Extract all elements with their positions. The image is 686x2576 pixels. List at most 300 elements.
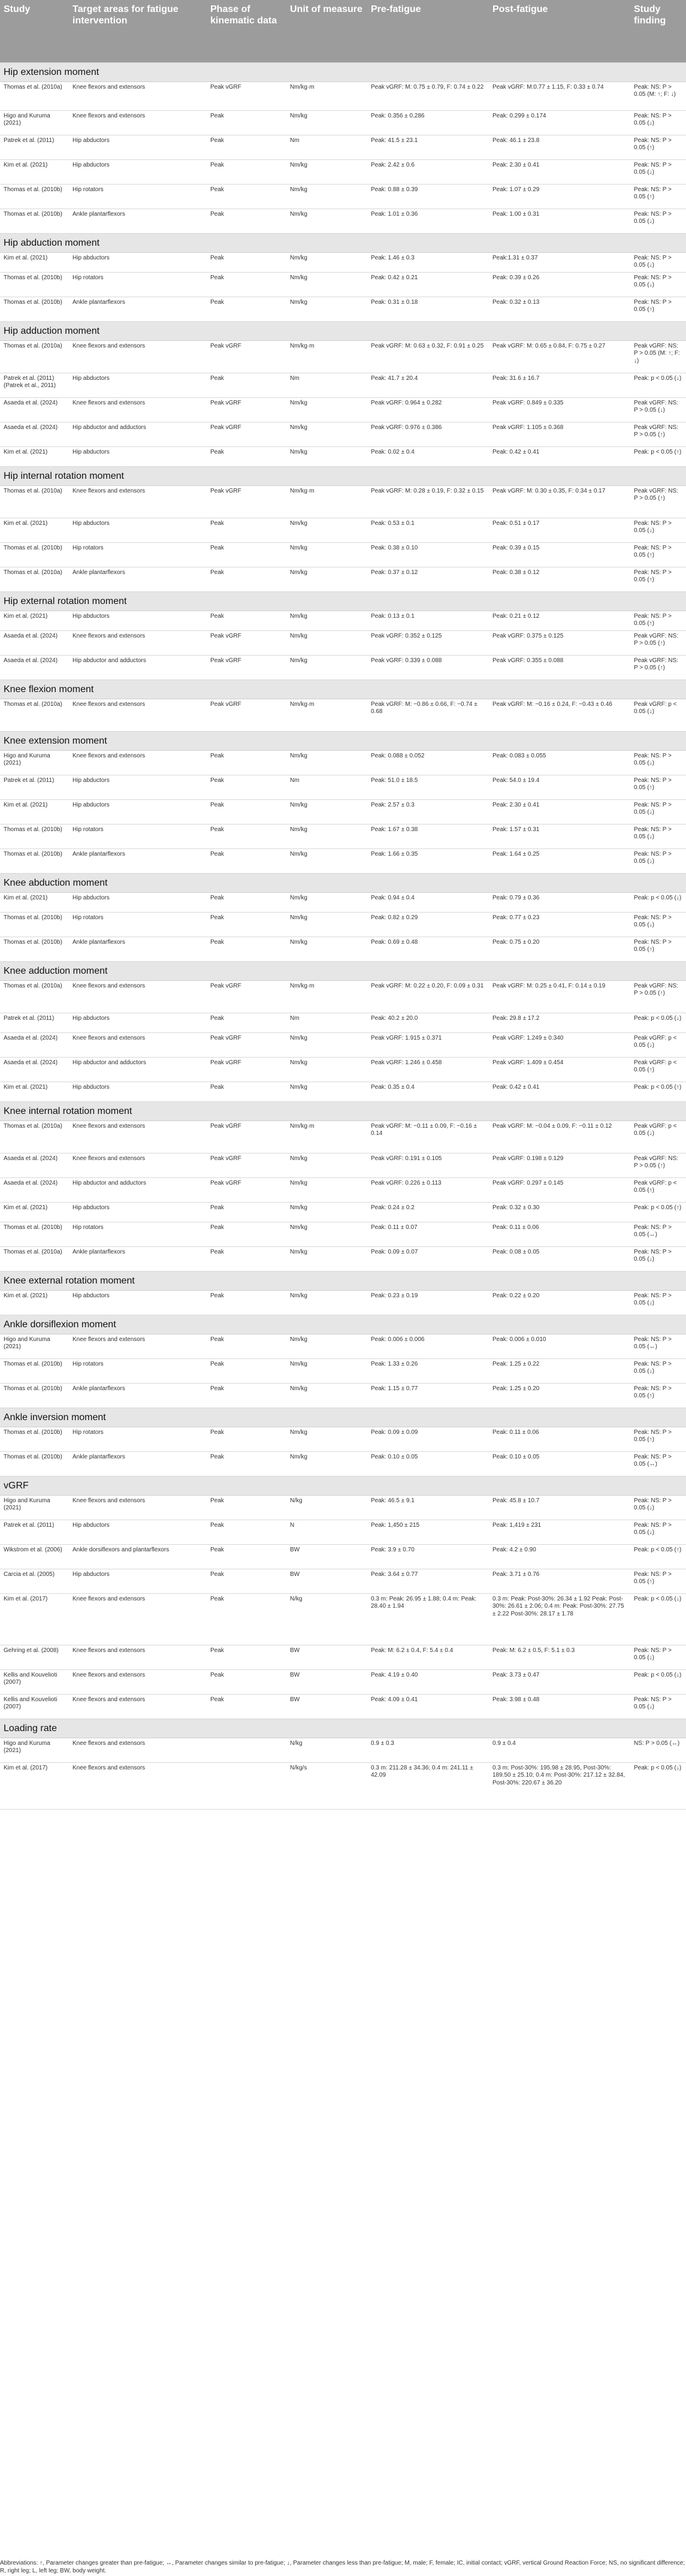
table-row: [0, 567, 686, 591]
section-title: Hip internal rotation moment: [0, 466, 686, 485]
cell-post-fatigue: Peak: 0.299 ± 0.174: [489, 110, 630, 135]
cell-phase: Peak: [207, 750, 286, 775]
table-row: [0, 824, 686, 848]
section-title: Hip adduction moment: [0, 321, 686, 340]
cell-study: Kellis and Kouvelioti (2007): [0, 1694, 69, 1719]
cell-unit: Nm/kg: [286, 912, 367, 937]
cell-study-finding: Peak: NS: P > 0.05 (↑): [630, 1427, 686, 1451]
cell-post-fatigue: Peak: 0.38 ± 0.12: [489, 567, 630, 591]
table-row: [0, 1153, 686, 1177]
cell-unit: N/kg: [286, 1738, 367, 1762]
cell-phase: Peak: [207, 611, 286, 630]
cell-pre-fatigue: Peak vGRF: M: 0.22 ± 0.20, F: 0.09 ± 0.31: [367, 980, 489, 1013]
cell-post-fatigue: Peak: 31.6 ± 16.7: [489, 373, 630, 397]
cell-target-area: Hip abductors: [69, 892, 207, 912]
section-row: [0, 1271, 686, 1290]
cell-study: Thomas et al. (2010a): [0, 980, 69, 1013]
cell-study: Kellis and Kouvelioti (2007): [0, 1669, 69, 1694]
cell-post-fatigue: Peak: M: 6.2 ± 0.5, F: 5.1 ± 0.3: [489, 1645, 630, 1669]
cell-study: Kim et al. (2021): [0, 799, 69, 824]
cell-target-area: Knee flexors and extensors: [69, 397, 207, 422]
section-title: Knee external rotation moment: [0, 1271, 686, 1290]
cell-target-area: Knee flexors and extensors: [69, 1593, 207, 1645]
cell-pre-fatigue: Peak: 0.11 ± 0.07: [367, 1222, 489, 1246]
cell-pre-fatigue: Peak: 3.64 ± 0.77: [367, 1569, 489, 1593]
cell-post-fatigue: Peak: 1,419 ± 231: [489, 1520, 630, 1544]
cell-post-fatigue: Peak: 0.39 ± 0.15: [489, 542, 630, 567]
table-row: [0, 209, 686, 233]
column-header: Phase of kinematic data: [207, 0, 286, 62]
cell-target-area: Knee flexors and extensors: [69, 110, 207, 135]
cell-phase: Peak: [207, 1013, 286, 1032]
header-row: [0, 0, 686, 62]
cell-post-fatigue: Peak: 0.21 ± 0.12: [489, 611, 630, 630]
cell-phase: Peak: [207, 1290, 286, 1315]
cell-pre-fatigue: Peak: 0.94 ± 0.4: [367, 892, 489, 912]
cell-study: Thomas et al. (2010b): [0, 937, 69, 961]
cell-pre-fatigue: Peak vGRF: 1.915 ± 0.371: [367, 1032, 489, 1057]
cell-study-finding: Peak vGRF: NS: P > 0.05 (↑): [630, 1153, 686, 1177]
cell-phase: Peak: [207, 1495, 286, 1520]
table-row: [0, 159, 686, 184]
table-row: [0, 937, 686, 961]
section-title: Ankle inversion moment: [0, 1408, 686, 1427]
cell-phase: Peak: [207, 159, 286, 184]
cell-phase: Peak: [207, 252, 286, 272]
cell-pre-fatigue: Peak: 4.09 ± 0.41: [367, 1694, 489, 1719]
section-title: Loading rate: [0, 1719, 686, 1738]
cell-phase: Peak: [207, 824, 286, 848]
cell-phase: Peak: [207, 1669, 286, 1694]
cell-target-area: Hip rotators: [69, 1427, 207, 1451]
cell-study: Patrek et al. (2011): [0, 1520, 69, 1544]
cell-pre-fatigue: Peak vGRF: M: −0.86 ± 0.66, F: −0.74 ± 0.68: [367, 699, 489, 731]
cell-pre-fatigue: Peak: 0.09 ± 0.09: [367, 1427, 489, 1451]
cell-study: Thomas et al. (2010b): [0, 912, 69, 937]
cell-post-fatigue: Peak vGRF: 0.198 ± 0.129: [489, 1153, 630, 1177]
cell-post-fatigue: 0.9 ± 0.4: [489, 1738, 630, 1762]
section-row: [0, 961, 686, 980]
table-row: [0, 699, 686, 731]
cell-target-area: Hip abductors: [69, 799, 207, 824]
cell-study-finding: Peak vGRF: NS: P > 0.05 (↑): [630, 422, 686, 446]
cell-study-finding: Peak: NS: P > 0.05 (↑): [630, 1383, 686, 1408]
cell-target-area: Knee flexors and extensors: [69, 1694, 207, 1719]
cell-study: Asaeda et al. (2024): [0, 1153, 69, 1177]
table-row: [0, 1057, 686, 1082]
cell-target-area: Knee flexors and extensors: [69, 630, 207, 655]
cell-unit: Nm/kg: [286, 184, 367, 209]
cell-phase: Peak: [207, 937, 286, 961]
column-header: Study finding: [630, 0, 686, 62]
cell-study-finding: Peak: NS: P > 0.05 (↓): [630, 912, 686, 937]
cell-target-area: Hip abductor and adductors: [69, 1177, 207, 1202]
cell-study: Thomas et al. (2010b): [0, 184, 69, 209]
cell-pre-fatigue: Peak vGRF: M: −0.11 ± 0.09, F: −0.16 ± 0.14: [367, 1121, 489, 1153]
table-row: [0, 340, 686, 373]
cell-unit: Nm/kg: [286, 1153, 367, 1177]
table-row: [0, 1645, 686, 1669]
cell-unit: Nm/kg·m: [286, 340, 367, 373]
cell-study: Asaeda et al. (2024): [0, 630, 69, 655]
section-row: [0, 62, 686, 81]
cell-study-finding: Peak: p < 0.05 (↑): [630, 446, 686, 466]
cell-study: Kim et al. (2021): [0, 1202, 69, 1222]
cell-post-fatigue: Peak: 0.11 ± 0.06: [489, 1222, 630, 1246]
cell-unit: N/kg: [286, 1593, 367, 1645]
cell-study-finding: Peak: NS: P > 0.05 (↓): [630, 799, 686, 824]
cell-target-area: Hip rotators: [69, 1358, 207, 1383]
cell-study: Thomas et al. (2010b): [0, 824, 69, 848]
cell-pre-fatigue: Peak: 0.31 ± 0.18: [367, 297, 489, 321]
cell-study: Thomas et al. (2010a): [0, 81, 69, 110]
cell-study-finding: Peak vGRF: p < 0.05 (↓): [630, 1032, 686, 1057]
cell-pre-fatigue: Peak: 1.01 ± 0.36: [367, 209, 489, 233]
cell-study-finding: Peak: NS: P > 0.05 (↓): [630, 272, 686, 297]
cell-unit: Nm: [286, 135, 367, 159]
cell-unit: Nm/kg: [286, 518, 367, 542]
cell-phase: Peak: [207, 912, 286, 937]
cell-post-fatigue: Peak: 0.083 ± 0.055: [489, 750, 630, 775]
table-row: [0, 485, 686, 518]
cell-pre-fatigue: Peak: 0.42 ± 0.21: [367, 272, 489, 297]
cell-pre-fatigue: Peak: 0.006 ± 0.006: [367, 1334, 489, 1358]
table-row: [0, 1177, 686, 1202]
section-title: Knee flexion moment: [0, 680, 686, 699]
cell-study: Carcia et al. (2005): [0, 1569, 69, 1593]
cell-unit: Nm/kg: [286, 397, 367, 422]
cell-study: Gehring et al. (2008): [0, 1645, 69, 1669]
cell-unit: Nm/kg: [286, 1202, 367, 1222]
cell-study: Thomas et al. (2010b): [0, 848, 69, 873]
column-header: Pre-fatigue: [367, 0, 489, 62]
cell-study: Higo and Kuruma (2021): [0, 1495, 69, 1520]
cell-unit: Nm/kg: [286, 567, 367, 591]
cell-target-area: Knee flexors and extensors: [69, 1645, 207, 1669]
cell-study-finding: NS: P > 0.05 (↔): [630, 1738, 686, 1762]
cell-post-fatigue: Peak vGRF: 0.849 ± 0.335: [489, 397, 630, 422]
cell-study: Kim et al. (2017): [0, 1593, 69, 1645]
cell-unit: Nm/kg: [286, 1057, 367, 1082]
cell-unit: Nm: [286, 1013, 367, 1032]
cell-target-area: Knee flexors and extensors: [69, 750, 207, 775]
cell-pre-fatigue: 0.3 m: Peak: 26.95 ± 1.88; 0.4 m: Peak: 28.40 ± 1.94: [367, 1593, 489, 1645]
cell-phase: Peak: [207, 1544, 286, 1569]
cell-study: Asaeda et al. (2024): [0, 422, 69, 446]
cell-pre-fatigue: Peak vGRF: 0.976 ± 0.386: [367, 422, 489, 446]
cell-pre-fatigue: Peak: 0.02 ± 0.4: [367, 446, 489, 466]
cell-phase: Peak vGRF: [207, 699, 286, 731]
cell-unit: Nm/kg·m: [286, 485, 367, 518]
cell-unit: Nm/kg·m: [286, 1121, 367, 1153]
cell-pre-fatigue: Peak: 1.33 ± 0.26: [367, 1358, 489, 1383]
cell-study-finding: Peak: NS: P > 0.05 (↑): [630, 1569, 686, 1593]
cell-target-area: Knee flexors and extensors: [69, 1738, 207, 1762]
cell-target-area: Hip abductors: [69, 1013, 207, 1032]
cell-study: Kim et al. (2021): [0, 252, 69, 272]
cell-study: Kim et al. (2021): [0, 611, 69, 630]
cell-pre-fatigue: 0.9 ± 0.3: [367, 1738, 489, 1762]
column-header: Study: [0, 0, 69, 62]
cell-phase: Peak: [207, 1334, 286, 1358]
table-footnote: Abbreviations: ↑, Parameter changes greater than pre-fatigue; ↔, Parameter changes similar to pre-fatigue; ↓, Parameter changes less than pre-fatigue; M, male; F, female; IC, initial contact; vGRF, vertical Ground Reaction Force; NS, no significant difference; R, right leg; L, left leg; BW, body weight.: [0, 2560, 685, 2574]
table-row: [0, 1290, 686, 1315]
cell-pre-fatigue: Peak: 2.42 ± 0.6: [367, 159, 489, 184]
cell-unit: Nm/kg: [286, 824, 367, 848]
cell-study-finding: Peak: NS: P > 0.05 (↑): [630, 775, 686, 799]
cell-post-fatigue: Peak: 2.30 ± 0.41: [489, 159, 630, 184]
cell-study-finding: Peak: NS: P > 0.05 (↑): [630, 135, 686, 159]
cell-study-finding: Peak: NS: P > 0.05 (↓): [630, 110, 686, 135]
cell-unit: Nm/kg: [286, 892, 367, 912]
cell-target-area: Ankle plantarflexors: [69, 297, 207, 321]
cell-unit: Nm/kg: [286, 446, 367, 466]
column-header: Target areas for fatigue intervention: [69, 0, 207, 62]
cell-post-fatigue: Peak: 1.00 ± 0.31: [489, 209, 630, 233]
cell-post-fatigue: Peak: 1.25 ± 0.20: [489, 1383, 630, 1408]
cell-target-area: Hip abductors: [69, 252, 207, 272]
cell-post-fatigue: Peak: 3.71 ± 0.76: [489, 1569, 630, 1593]
cell-pre-fatigue: Peak: 1.67 ± 0.38: [367, 824, 489, 848]
cell-target-area: Hip rotators: [69, 1222, 207, 1246]
cell-post-fatigue: Peak vGRF: 1.249 ± 0.340: [489, 1032, 630, 1057]
cell-study: Kim et al. (2021): [0, 159, 69, 184]
cell-unit: Nm: [286, 373, 367, 397]
cell-study: Kim et al. (2021): [0, 892, 69, 912]
cell-pre-fatigue: Peak: 0.37 ± 0.12: [367, 567, 489, 591]
cell-study: Asaeda et al. (2024): [0, 1177, 69, 1202]
cell-pre-fatigue: Peak: 40.2 ± 20.0: [367, 1013, 489, 1032]
cell-target-area: Hip abductors: [69, 1082, 207, 1101]
cell-target-area: Ankle plantarflexors: [69, 567, 207, 591]
cell-pre-fatigue: Peak vGRF: M: 0.75 ± 0.79, F: 0.74 ± 0.22: [367, 81, 489, 110]
cell-post-fatigue: Peak vGRF: M:0.77 ± 1.15, F: 0.33 ± 0.74: [489, 81, 630, 110]
cell-phase: Peak: [207, 1082, 286, 1101]
cell-target-area: Knee flexors and extensors: [69, 81, 207, 110]
cell-post-fatigue: Peak: 1.64 ± 0.25: [489, 848, 630, 873]
cell-post-fatigue: Peak: 3.98 ± 0.48: [489, 1694, 630, 1719]
cell-post-fatigue: Peak: 0.77 ± 0.23: [489, 912, 630, 937]
table-row: [0, 630, 686, 655]
cell-post-fatigue: Peak: 0.22 ± 0.20: [489, 1290, 630, 1315]
cell-post-fatigue: Peak vGRF: 1.105 ± 0.368: [489, 422, 630, 446]
cell-study: Asaeda et al. (2024): [0, 397, 69, 422]
cell-target-area: Knee flexors and extensors: [69, 485, 207, 518]
cell-post-fatigue: Peak: 46.1 ± 23.8: [489, 135, 630, 159]
section-row: [0, 1315, 686, 1334]
cell-study-finding: Peak: NS: P > 0.05 (↔): [630, 1451, 686, 1476]
cell-unit: Nm/kg: [286, 630, 367, 655]
table-row: [0, 775, 686, 799]
cell-phase: Peak vGRF: [207, 1121, 286, 1153]
cell-unit: N: [286, 1520, 367, 1544]
cell-target-area: Knee flexors and extensors: [69, 1669, 207, 1694]
cell-study-finding: Peak: NS: P > 0.05 (↑): [630, 567, 686, 591]
cell-phase: Peak: [207, 446, 286, 466]
table-row: [0, 135, 686, 159]
cell-unit: BW: [286, 1669, 367, 1694]
cell-study-finding: Peak vGRF: p < 0.05 (↑): [630, 1057, 686, 1082]
cell-study: Thomas et al. (2010b): [0, 1451, 69, 1476]
cell-study-finding: Peak: NS: P > 0.05 (↑): [630, 937, 686, 961]
cell-target-area: Hip abductors: [69, 1520, 207, 1544]
table-row: [0, 446, 686, 466]
cell-target-area: Hip abductors: [69, 373, 207, 397]
cell-target-area: Hip abductors: [69, 518, 207, 542]
cell-target-area: Hip abductor and adductors: [69, 655, 207, 680]
table-row: [0, 799, 686, 824]
table-row: [0, 1334, 686, 1358]
cell-post-fatigue: Peak vGRF: M: 0.25 ± 0.41, F: 0.14 ± 0.19: [489, 980, 630, 1013]
cell-study-finding: Peak: NS: P > 0.05 (↓): [630, 159, 686, 184]
table-row: [0, 1427, 686, 1451]
cell-unit: N/kg/s: [286, 1762, 367, 1809]
cell-unit: Nm/kg: [286, 1290, 367, 1315]
cell-pre-fatigue: Peak vGRF: 1.246 ± 0.458: [367, 1057, 489, 1082]
table-row: [0, 892, 686, 912]
cell-unit: BW: [286, 1694, 367, 1719]
section-title: Knee internal rotation moment: [0, 1101, 686, 1121]
cell-study: Thomas et al. (2010a): [0, 699, 69, 731]
cell-pre-fatigue: Peak: 0.88 ± 0.39: [367, 184, 489, 209]
cell-study: Kim et al. (2017): [0, 1762, 69, 1809]
section-title: Hip abduction moment: [0, 233, 686, 252]
cell-unit: BW: [286, 1569, 367, 1593]
cell-study: Thomas et al. (2010b): [0, 1358, 69, 1383]
cell-post-fatigue: Peak: 0.75 ± 0.20: [489, 937, 630, 961]
cell-target-area: Hip rotators: [69, 542, 207, 567]
cell-study-finding: Peak: p < 0.05 (↑): [630, 1544, 686, 1569]
cell-unit: Nm/kg: [286, 655, 367, 680]
cell-study-finding: Peak: NS: P > 0.05 (↓): [630, 1358, 686, 1383]
table-row: [0, 1569, 686, 1593]
cell-post-fatigue: Peak: 45.8 ± 10.7: [489, 1495, 630, 1520]
cell-study: Wikstrom et al. (2006): [0, 1544, 69, 1569]
cell-phase: Peak vGRF: [207, 397, 286, 422]
table-row: [0, 848, 686, 873]
cell-phase: Peak vGRF: [207, 655, 286, 680]
cell-unit: Nm/kg: [286, 297, 367, 321]
cell-study: Asaeda et al. (2024): [0, 655, 69, 680]
cell-pre-fatigue: 0.3 m: 211.28 ± 34.36; 0.4 m: 241.11 ± 42.09: [367, 1762, 489, 1809]
cell-study-finding: Peak vGRF: NS: P > 0.05 (↑): [630, 980, 686, 1013]
cell-phase: Peak vGRF: [207, 1177, 286, 1202]
cell-unit: Nm/kg·m: [286, 81, 367, 110]
cell-pre-fatigue: Peak vGRF: M: 0.28 ± 0.19, F: 0.32 ± 0.15: [367, 485, 489, 518]
cell-pre-fatigue: Peak: 0.356 ± 0.286: [367, 110, 489, 135]
cell-target-area: Ankle plantarflexors: [69, 937, 207, 961]
table-row: [0, 297, 686, 321]
cell-phase: Peak vGRF: [207, 340, 286, 373]
section-row: [0, 233, 686, 252]
section-row: [0, 680, 686, 699]
cell-phase: Peak vGRF: [207, 1153, 286, 1177]
section-row: [0, 466, 686, 485]
cell-study-finding: Peak vGRF: p < 0.05 (↓): [630, 699, 686, 731]
table-row: [0, 1246, 686, 1271]
cell-unit: Nm/kg: [286, 542, 367, 567]
cell-target-area: Hip abductors: [69, 1569, 207, 1593]
table-row: [0, 1738, 686, 1762]
cell-unit: Nm/kg: [286, 1032, 367, 1057]
cell-study: Kim et al. (2021): [0, 446, 69, 466]
cell-pre-fatigue: Peak: 1.66 ± 0.35: [367, 848, 489, 873]
table-row: [0, 655, 686, 680]
cell-study-finding: Peak: NS: P > 0.05 (↓): [630, 1520, 686, 1544]
cell-phase: Peak: [207, 297, 286, 321]
cell-study-finding: Peak: NS: P > 0.05 (↑): [630, 542, 686, 567]
cell-unit: Nm/kg·m: [286, 980, 367, 1013]
cell-study: Patrek et al. (2011): [0, 775, 69, 799]
cell-post-fatigue: Peak: 0.39 ± 0.26: [489, 272, 630, 297]
cell-unit: Nm/kg: [286, 611, 367, 630]
cell-study-finding: Peak vGRF: NS: P > 0.05 (↑): [630, 630, 686, 655]
table-row: [0, 1694, 686, 1719]
section-title: Knee extension moment: [0, 731, 686, 750]
section-title: Hip extension moment: [0, 62, 686, 81]
cell-target-area: Hip abductors: [69, 446, 207, 466]
cell-target-area: Ankle dorsiflexors and plantarflexors: [69, 1544, 207, 1569]
cell-study: Kim et al. (2021): [0, 1082, 69, 1101]
table-row: [0, 397, 686, 422]
table-row: [0, 1383, 686, 1408]
cell-unit: Nm/kg: [286, 252, 367, 272]
cell-study-finding: Peak: NS: P > 0.05 (↔): [630, 1334, 686, 1358]
cell-target-area: Hip abductors: [69, 611, 207, 630]
cell-study-finding: Peak: p < 0.05 (↓): [630, 373, 686, 397]
cell-post-fatigue: Peak: 0.08 ± 0.05: [489, 1246, 630, 1271]
cell-target-area: Hip abductors: [69, 159, 207, 184]
cell-post-fatigue: Peak: 54.0 ± 19.4: [489, 775, 630, 799]
cell-pre-fatigue: Peak: 1.46 ± 0.3: [367, 252, 489, 272]
cell-study-finding: Peak: NS: P > 0.05 (↑): [630, 297, 686, 321]
cell-pre-fatigue: Peak: 0.09 ± 0.07: [367, 1246, 489, 1271]
cell-phase: Peak: [207, 892, 286, 912]
cell-target-area: Knee flexors and extensors: [69, 699, 207, 731]
table-row: [0, 184, 686, 209]
cell-post-fatigue: Peak: 0.42 ± 0.41: [489, 1082, 630, 1101]
cell-post-fatigue: Peak vGRF: M: 0.65 ± 0.84, F: 0.75 ± 0.27: [489, 340, 630, 373]
section-row: [0, 731, 686, 750]
cell-pre-fatigue: Peak: 0.53 ± 0.1: [367, 518, 489, 542]
cell-post-fatigue: Peak vGRF: 0.297 ± 0.145: [489, 1177, 630, 1202]
cell-study: Higo and Kuruma (2021): [0, 750, 69, 775]
cell-phase: Peak: [207, 542, 286, 567]
cell-post-fatigue: Peak: 1.07 ± 0.29: [489, 184, 630, 209]
cell-pre-fatigue: Peak: 41.7 ± 20.4: [367, 373, 489, 397]
table-row: [0, 611, 686, 630]
cell-study-finding: Peak: NS: P > 0.05 (↓): [630, 209, 686, 233]
cell-study-finding: Peak vGRF: NS: P > 0.05 (↑): [630, 655, 686, 680]
cell-post-fatigue: Peak:1.31 ± 0.37: [489, 252, 630, 272]
cell-target-area: Hip abductors: [69, 775, 207, 799]
cell-phase: Peak: [207, 518, 286, 542]
cell-target-area: Knee flexors and extensors: [69, 1495, 207, 1520]
cell-study: Thomas et al. (2010a): [0, 1121, 69, 1153]
cell-study: Thomas et al. (2010a): [0, 567, 69, 591]
table-row: [0, 272, 686, 297]
cell-pre-fatigue: Peak: 0.35 ± 0.4: [367, 1082, 489, 1101]
cell-target-area: Hip abductors: [69, 1202, 207, 1222]
cell-pre-fatigue: Peak vGRF: 0.964 ± 0.282: [367, 397, 489, 422]
table-row: [0, 422, 686, 446]
cell-target-area: Knee flexors and extensors: [69, 1334, 207, 1358]
cell-unit: Nm/kg: [286, 422, 367, 446]
cell-phase: Peak: [207, 1222, 286, 1246]
cell-target-area: Ankle plantarflexors: [69, 209, 207, 233]
cell-phase: Peak: [207, 272, 286, 297]
table-row: [0, 750, 686, 775]
